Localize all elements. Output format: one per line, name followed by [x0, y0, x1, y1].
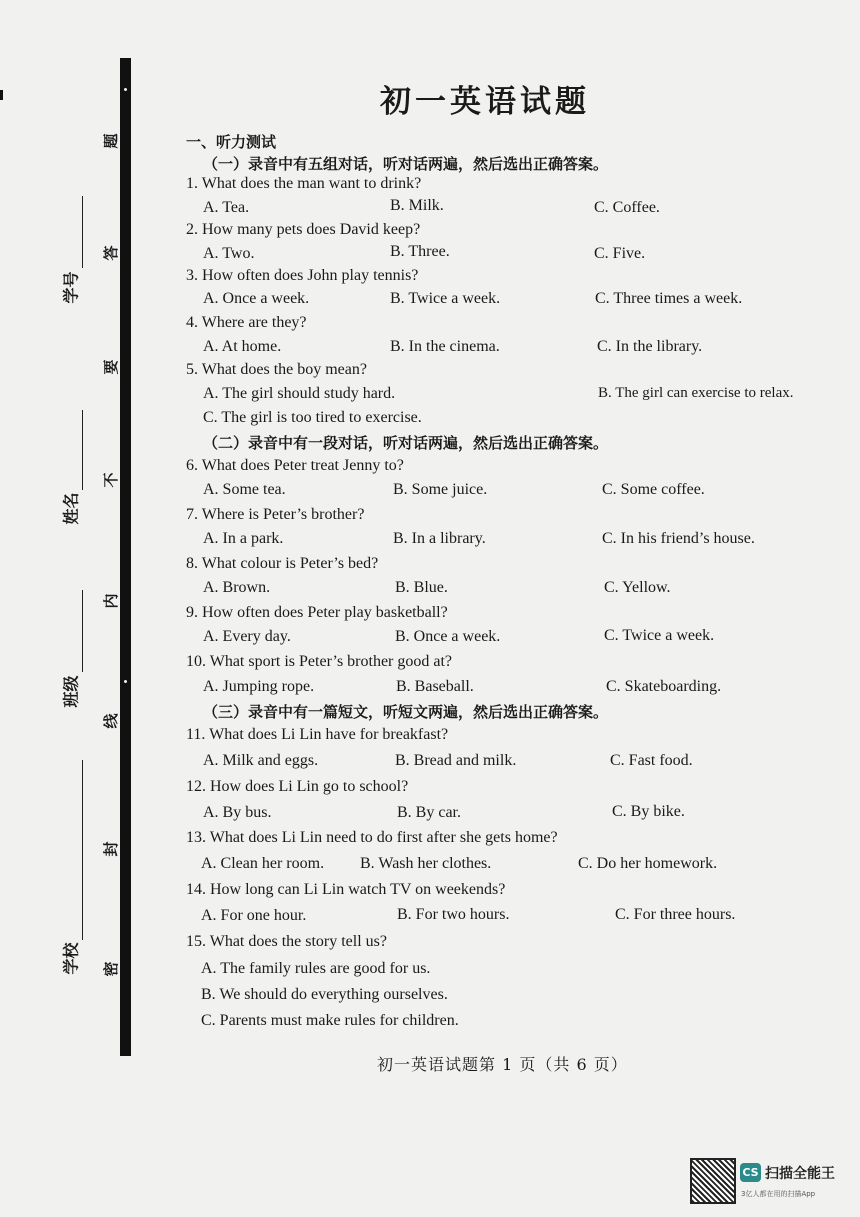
option-a: A. Once a week. [203, 290, 310, 307]
option-c: C. The girl is too tired to exercise. [203, 409, 422, 426]
class-label: 班级 [61, 675, 81, 708]
question: 14. How long can Li Lin watch TV on weekends? [186, 881, 506, 898]
binding-bar [120, 58, 131, 1056]
option-c: C. Coffee. [594, 199, 660, 216]
option-c: C. Five. [594, 245, 646, 262]
question: 4. Where are they? [186, 314, 307, 331]
qr-code-icon [690, 1158, 736, 1204]
option-b: B. We should do everything ourselves. [201, 986, 448, 1003]
page-title: 初一英语试题 [380, 84, 590, 120]
part2-instruction: （二）录音中有一段对话，听对话两遍，然后选出正确答案。 [203, 434, 609, 452]
seal-char: 要 [102, 359, 120, 375]
option-c: C. Some coffee. [602, 481, 705, 498]
option-c: C. Do her homework. [578, 855, 718, 872]
edge-mark [0, 90, 3, 100]
option-b: B. The girl can exercise to relax. [598, 385, 794, 401]
binding-dot [124, 680, 127, 683]
option-b: B. For two hours. [397, 906, 510, 923]
scanner-name: 扫描全能王 [765, 1166, 835, 1182]
option-b: B. Once a week. [395, 628, 501, 645]
section-heading: 一、听力测试 [186, 133, 277, 151]
seal-char: 不 [102, 472, 120, 488]
question: 5. What does the boy mean? [186, 361, 367, 378]
option-a: A. For one hour. [201, 907, 307, 924]
camscanner-logo: CS [740, 1163, 761, 1182]
option-b: B. Bread and milk. [395, 752, 517, 769]
option-a: A. Every day. [203, 628, 291, 645]
student-id-label: 学号 [61, 271, 81, 304]
question: 1. What does the man want to drink? [186, 175, 422, 192]
option-b: B. Baseball. [396, 678, 474, 695]
option-c: C. Twice a week. [604, 627, 715, 644]
option-a: A. The girl should study hard. [203, 385, 396, 402]
option-a: A. Tea. [203, 199, 250, 216]
question: 7. Where is Peter’s brother? [186, 506, 365, 523]
option-a: A. Brown. [203, 579, 271, 596]
seal-char: 线 [102, 713, 120, 729]
option-a: A. Jumping rope. [203, 678, 315, 695]
option-b: B. Milk. [390, 197, 444, 214]
question: 6. What does Peter treat Jenny to? [186, 457, 404, 474]
option-b: B. Some juice. [393, 481, 488, 498]
question: 12. How does Li Lin go to school? [186, 778, 409, 795]
option-b: B. Three. [390, 243, 450, 260]
student-id-field[interactable] [82, 196, 83, 268]
option-a: A. Two. [203, 245, 255, 262]
seal-char: 封 [102, 841, 120, 857]
option-c: C. In his friend’s house. [602, 530, 755, 547]
question: 13. What does Li Lin need to do first after she gets home? [186, 829, 558, 846]
option-c: C. Yellow. [604, 579, 671, 596]
question: 3. How often does John play tennis? [186, 267, 419, 284]
question: 8. What colour is Peter’s bed? [186, 555, 379, 572]
option-a: A. Some tea. [203, 481, 286, 498]
seal-char: 内 [102, 593, 120, 609]
scanner-tagline: 3亿人都在用的扫描App [741, 1190, 816, 1198]
option-c: C. Parents must make rules for children. [201, 1012, 459, 1029]
seal-char: 答 [102, 245, 120, 261]
question: 10. What sport is Peter’s brother good at? [186, 653, 453, 670]
option-a: A. At home. [203, 338, 282, 355]
part3-instruction: （三）录音中有一篇短文，听短文两遍，然后选出正确答案。 [203, 703, 609, 721]
page-footer: 初一英语试题第 1 页（共 6 页） [377, 1055, 628, 1074]
name-field[interactable] [82, 410, 83, 490]
option-b: B. In a library. [393, 530, 486, 547]
seal-char: 密 [102, 961, 120, 977]
option-c: C. Three times a week. [595, 290, 743, 307]
part1-instruction: （一）录音中有五组对话，听对话两遍，然后选出正确答案。 [203, 155, 609, 173]
question: 9. How often does Peter play basketball? [186, 604, 448, 621]
binding-dot [124, 88, 127, 91]
option-c: C. For three hours. [615, 906, 736, 923]
name-label: 姓名 [61, 492, 81, 525]
option-a: A. In a park. [203, 530, 284, 547]
option-c: C. In the library. [597, 338, 703, 355]
school-label: 学校 [61, 942, 81, 975]
option-c: C. Skateboarding. [606, 678, 722, 695]
seal-char: 题 [102, 133, 120, 149]
option-b: B. Twice a week. [390, 290, 501, 307]
option-c: C. By bike. [612, 803, 685, 820]
option-b: B. Wash her clothes. [360, 855, 492, 872]
option-b: B. By car. [397, 804, 461, 821]
option-b: B. Blue. [395, 579, 448, 596]
school-field[interactable] [82, 760, 83, 940]
option-a: A. Clean her room. [201, 855, 325, 872]
class-field[interactable] [82, 590, 83, 672]
question: 2. How many pets does David keep? [186, 221, 421, 238]
option-a: A. Milk and eggs. [203, 752, 319, 769]
question: 11. What does Li Lin have for breakfast? [186, 726, 449, 743]
option-a: A. The family rules are good for us. [201, 960, 431, 977]
option-b: B. In the cinema. [390, 338, 500, 355]
option-c: C. Fast food. [610, 752, 693, 769]
question: 15. What does the story tell us? [186, 933, 387, 950]
option-a: A. By bus. [203, 804, 272, 821]
